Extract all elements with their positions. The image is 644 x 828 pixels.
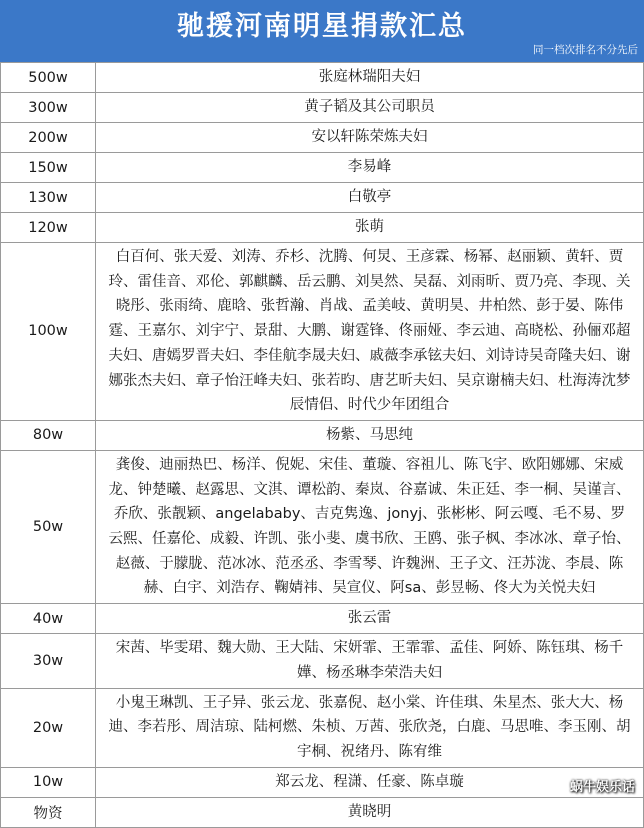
names-cell: 郑云龙、程潇、任豪、陈卓璇 [96,767,644,797]
amount-cell: 200w [1,123,96,153]
amount-cell: 50w [1,450,96,603]
table-row [1,153,644,183]
names-cell: 杨紫、马思纯 [96,420,644,450]
amount-cell: 300w [1,93,96,123]
table-row [1,183,644,213]
amount-cell: 40w [1,604,96,634]
page-title: 驰援河南明星捐款汇总 [177,11,467,42]
header-banner [0,0,644,62]
table-row [1,604,644,634]
names-cell: 黄子韬及其公司职员 [96,93,644,123]
amount-cell: 30w [1,634,96,688]
table-row [1,797,644,827]
donation-table [0,62,644,828]
table-row [1,634,644,688]
table-row [1,93,644,123]
table-row [1,767,644,797]
names-cell: 宋茜、毕雯珺、魏大勋、王大陆、宋妍霏、王霏霏、孟佳、阿娇、陈钰琪、杨千嬅、杨丞琳李荣浩夫妇 [96,634,644,688]
table-row [1,63,644,93]
names-cell: 张萌 [96,213,644,243]
amount-cell: 130w [1,183,96,213]
names-cell: 龚俊、迪丽热巴、杨洋、倪妮、宋佳、董璇、容祖儿、陈飞宇、欧阳娜娜、宋威龙、钟楚曦、赵露思、文淇、谭松韵、秦岚、谷嘉诚、朱正廷、李一桐、吴谨言、乔欣、张靓颖、angelababy、吉克隽逸、jonyj、张彬彬、阿云嘎、毛不易、罗云熙、任嘉伦、成毅、许凯、张小斐、虞书欣、王鸥、张子枫、李冰冰、章子怡、赵薇、于朦胧、范冰冰、范丞丞、李雪琴、许魏洲、王子文、汪苏泷、李晨、陈赫、白宇、刘浩存、鞠婧祎、吴宣仪、阿sa、彭昱畅、佟大为关悦夫妇 [96,450,644,603]
table-row [1,123,644,153]
amount-cell: 150w [1,153,96,183]
amount-cell: 500w [1,63,96,93]
names-cell: 张庭林瑞阳夫妇 [96,63,644,93]
table-row [1,213,644,243]
amount-cell: 120w [1,213,96,243]
table-row [1,420,644,450]
watermark: 蜗牛娱乐话 [569,780,635,795]
amount-cell: 20w [1,688,96,767]
amount-cell: 10w [1,767,96,797]
names-cell: 小鬼王琳凯、王子异、张云龙、张嘉倪、赵小棠、许佳琪、朱星杰、张大大、杨迪、李若彤、周洁琼、陆柯燃、朱桢、万茜、张欣尧，白鹿、马思唯、李玉刚、胡宇桐、祝绪丹、陈宥维 [96,688,644,767]
table-row [1,243,644,421]
table-row [1,688,644,767]
amount-cell: 80w [1,420,96,450]
names-cell: 李易峰 [96,153,644,183]
ranking-note: 同一档次排名不分先后 [533,44,638,56]
names-cell: 黄晓明 [96,797,644,827]
table-row [1,450,644,603]
names-cell: 张云雷 [96,604,644,634]
names-cell: 白敬亭 [96,183,644,213]
amount-cell: 100w [1,243,96,421]
names-cell: 白百何、张天爱、刘涛、乔杉、沈腾、何炅、王彦霖、杨幂、赵丽颖、黄轩、贾玲、雷佳音、邓伦、郭麒麟、岳云鹏、刘昊然、吴磊、刘雨昕、贾乃亮、李现、关晓彤、张雨绮、鹿晗、张哲瀚、肖战、孟美岐、黄明昊、井柏然、彭于晏、陈伟霆、王嘉尔、刘宇宁、景甜、大鹏、谢霆锋、佟丽娅、李云迪、高晓松、孙俪邓超夫妇、唐嫣罗晋夫妇、李佳航李晟夫妇、戚薇李承铉夫妇、刘诗诗吴奇隆夫妇、谢娜张杰夫妇、章子怡汪峰夫妇、张若昀、唐艺昕夫妇、吴京谢楠夫妇、杜海涛沈梦辰情侣、时代少年团组合 [96,243,644,421]
amount-cell: 物资 [1,797,96,827]
names-cell: 安以轩陈荣炼夫妇 [96,123,644,153]
